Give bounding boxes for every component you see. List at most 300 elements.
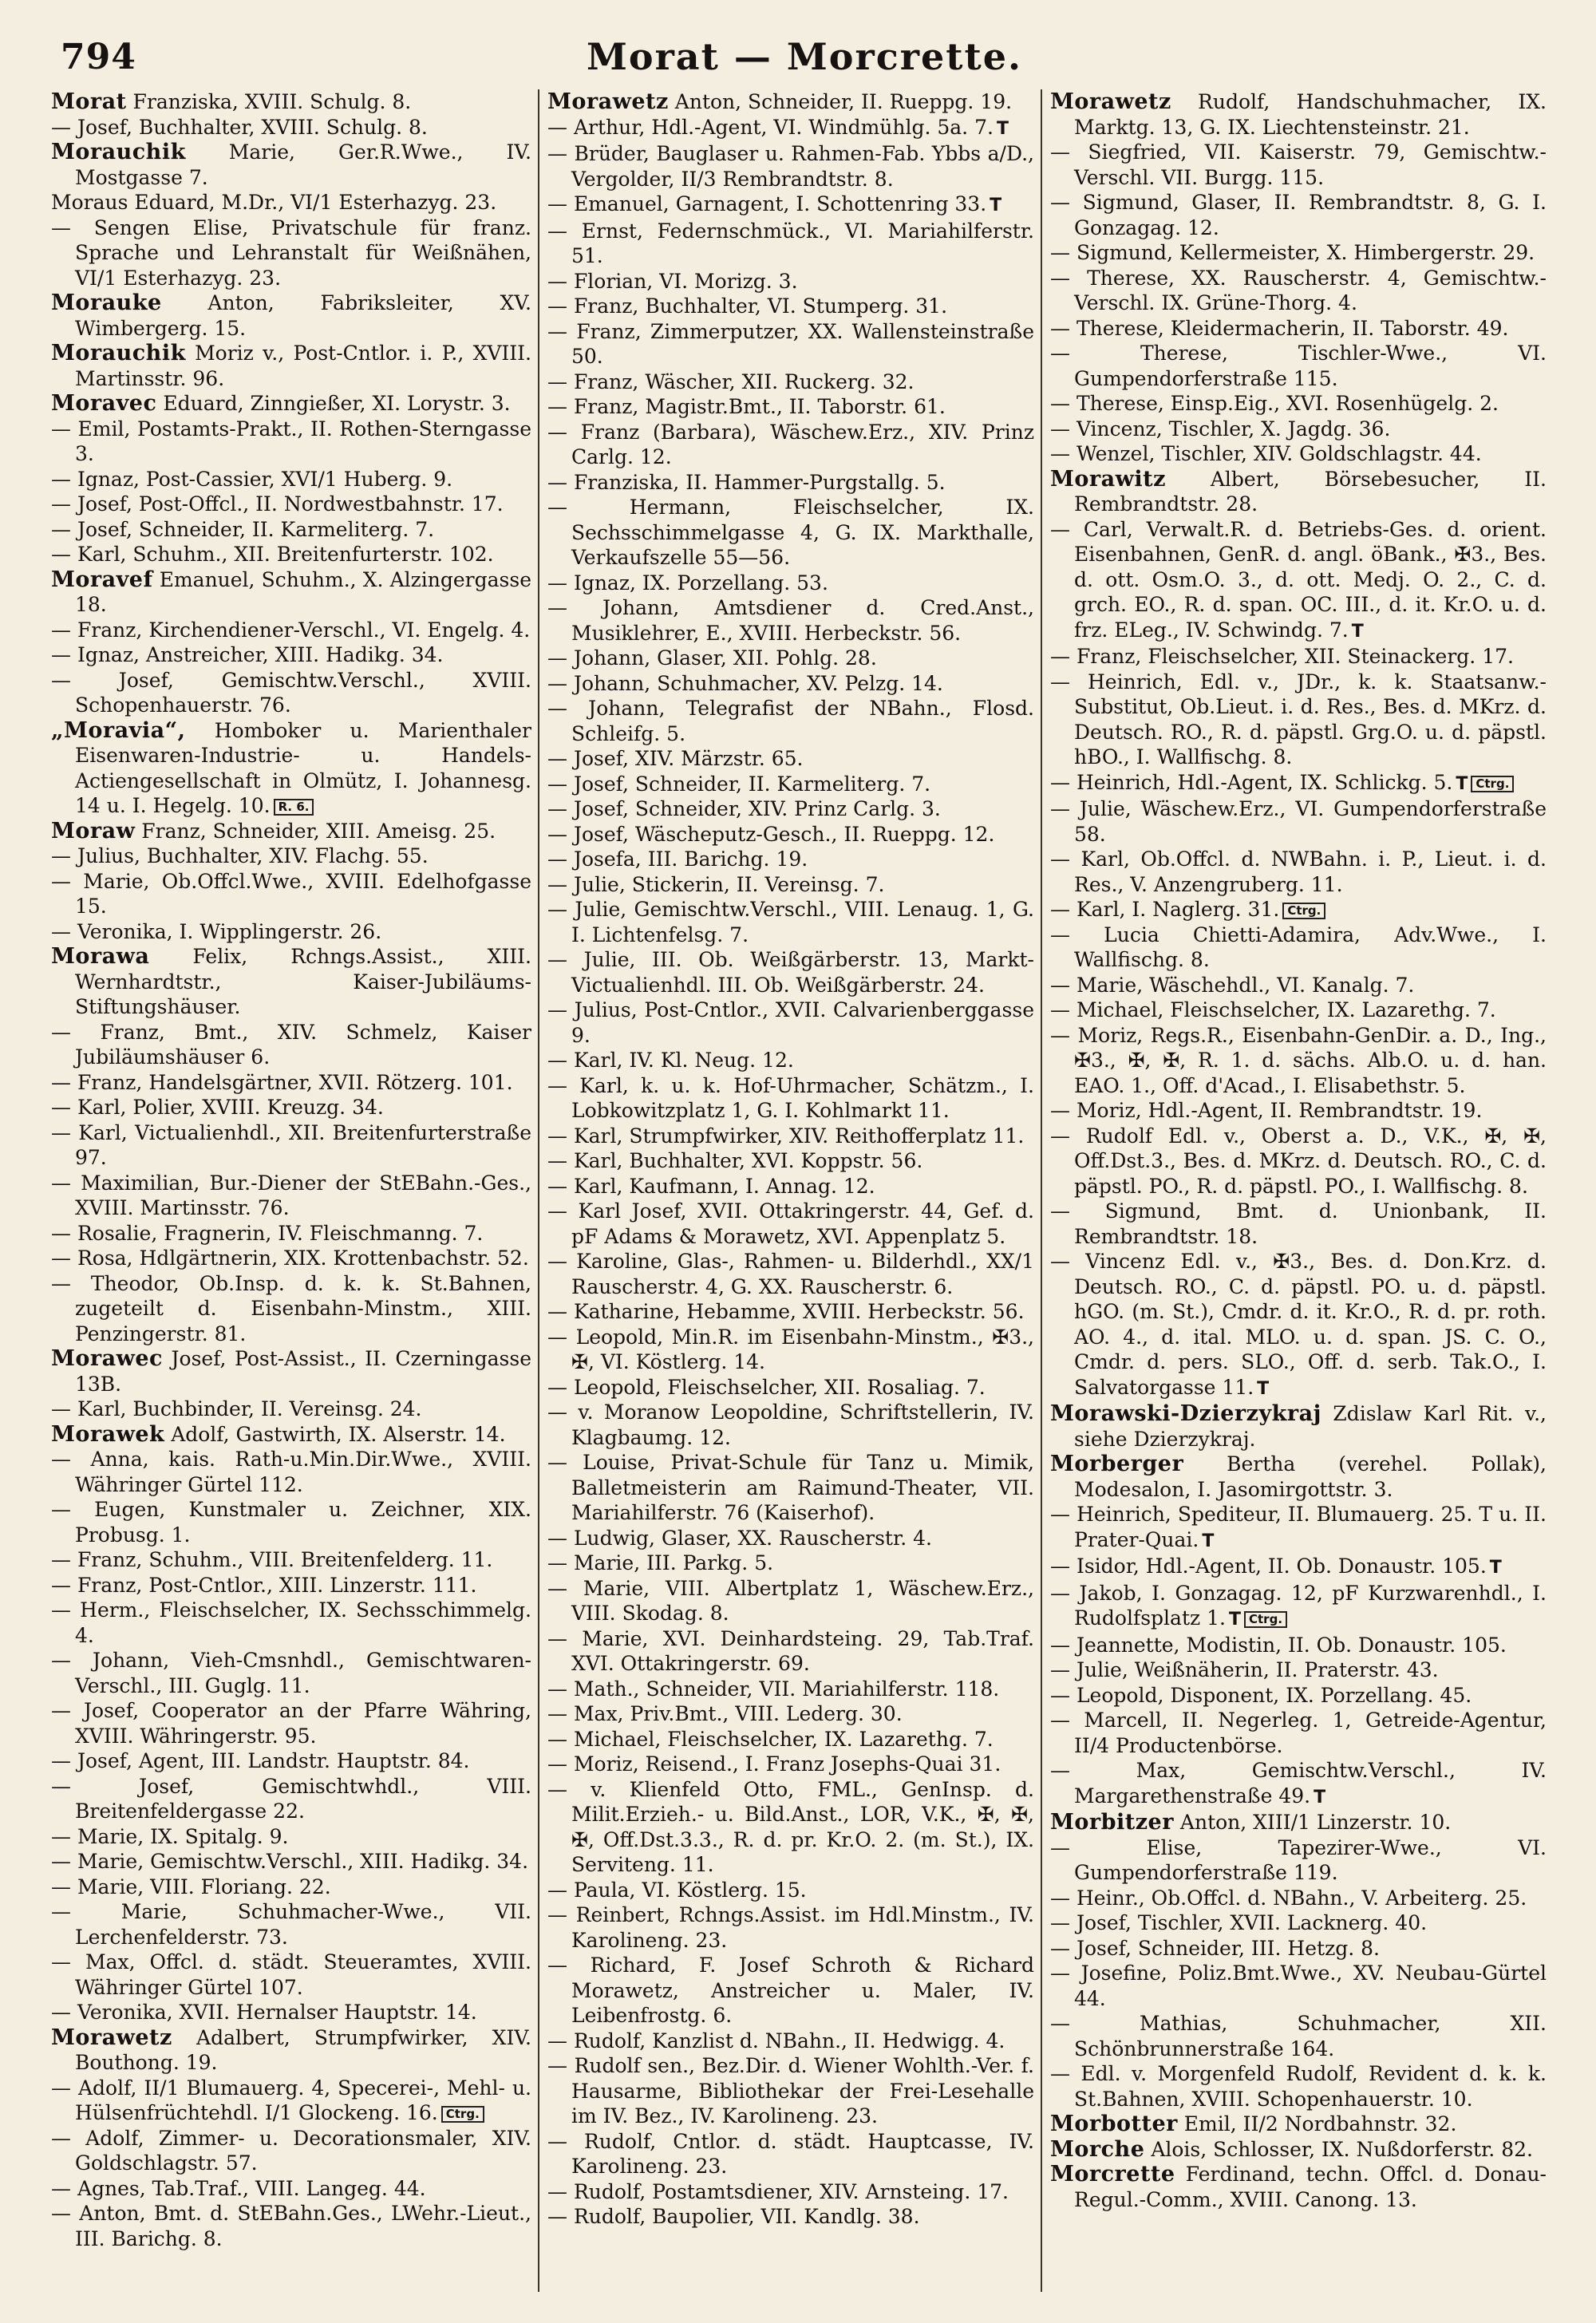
directory-entry: [1050, 770, 1547, 797]
telephone-mark: T: [990, 196, 1002, 215]
entry-text: — Sigmund, Kellermeister, X. Himbergerstr. 29.: [1050, 241, 1535, 264]
entry-text: Emil, II/2 Nordbahnstr. 32.: [1177, 2112, 1457, 2135]
directory-column-3: [1050, 89, 1547, 2300]
directory-entry: [1050, 847, 1547, 897]
entry-text: — Julie, Gemischtw.Verschl., VIII. Lenaug. 1, G. I. Lichtenfelsg. 7.: [547, 898, 1034, 946]
entry-text: — Marie, IX. Spitalg. 9.: [51, 1824, 289, 1848]
entry-text: — Karl, Buchhalter, XVI. Koppstr. 56.: [547, 1149, 923, 1172]
directory-entry: [51, 1246, 531, 1271]
directory-entry: [51, 115, 531, 140]
directory-entry: [1050, 1633, 1547, 1658]
entry-surname: Moravec: [51, 391, 157, 416]
entry-text: — Adolf, II/1 Blumauerg. 4, Specerei-, Mehl- u. Hülsenfrüchtehdl. I/1 Glockeng. 16.: [51, 2076, 531, 2124]
directory-entry: [547, 470, 1034, 496]
entry-text: — Franz, Buchhalter, VI. Stumperg. 31.: [547, 294, 948, 318]
entry-text: — Richard, F. Josef Schroth & Richard Morawetz, Anstreicher u. Maler, IV. Leibenfrostg. 6.: [547, 1954, 1034, 2027]
directory-entry: [1050, 266, 1547, 316]
directory-entry: [51, 492, 531, 517]
entry-text: — Brüder, Bauglaser u. Rahmen-Fab. Ybbs a/D., Vergolder, II/3 Rembrandtstr. 8.: [547, 142, 1034, 191]
directory-entry: [1050, 467, 1547, 517]
entry-badge: Ctrg.: [1282, 903, 1325, 919]
entry-text: — Marcell, II. Negerleg. 1, Getreide-Agentur, II/4 Productenbörse.: [1050, 1709, 1547, 1757]
directory-entry: [51, 1748, 531, 1774]
entry-badge: Ctrg.: [1244, 1611, 1287, 1628]
entry-text: Homboker u. Marienthaler Eisenwaren-Industrie- u. Handels-Actiengesellschaft in Olmütz, I. Johannesg. 14 u. I. Hegelg. 10.: [75, 718, 531, 817]
entry-text: — Jeannette, Modistin, II. Ob. Donaustr. 105.: [1050, 1633, 1507, 1657]
directory-entry: [547, 847, 1034, 872]
directory-entry: [547, 2029, 1034, 2054]
directory-entry: [547, 1701, 1034, 1727]
entry-badge: Ctrg.: [441, 2106, 484, 2123]
directory-entry: [547, 671, 1034, 697]
directory-entry: [51, 1824, 531, 1850]
directory-entry: [547, 746, 1034, 772]
directory-entry: [51, 1899, 531, 1950]
page-header: [54, 26, 1555, 81]
entry-text: — Math., Schneider, VII. Mariahilferstr. 118.: [547, 1677, 1000, 1701]
directory-entry: [1050, 1502, 1547, 1554]
entry-text: — Josef, Schneider, II. Karmeliterg. 7.: [51, 517, 435, 541]
directory-entry: [547, 420, 1034, 470]
directory-entry: [51, 919, 531, 945]
directory-entry: [51, 542, 531, 567]
directory-entry: [1050, 1401, 1547, 1452]
entry-text: — Michael, Fleischselcher, IX. Lazarethg. 7.: [1050, 998, 1496, 1021]
directory-entry: [1050, 796, 1547, 847]
entry-surname: „Moravia“,: [51, 717, 186, 743]
directory-entry: [547, 495, 1034, 571]
directory-entry: [1050, 973, 1547, 998]
entry-text: — Maximilian, Bur.-Diener der StEBahn.-Ges., XVIII. Martinsstr. 76.: [51, 1171, 531, 1219]
entry-text: — Vincenz, Tischler, X. Jagdg. 36.: [1050, 417, 1391, 441]
entry-text: — Josef, Schneider, III. Hetzg. 8.: [1050, 1936, 1381, 1960]
directory-entry: [547, 2053, 1034, 2129]
directory-entry: [547, 646, 1034, 671]
directory-column-1: [51, 89, 531, 2300]
entry-text: Alois, Schlosser, IX. Nußdorferstr. 82.: [1144, 2137, 1533, 2161]
running-head: Morat — Morcrette.: [586, 35, 1023, 78]
entry-text: — Veronika, I. Wipplingerstr. 26.: [51, 919, 382, 943]
directory-entry: [547, 1249, 1034, 1299]
entry-text: — Franz, Wäscher, XII. Ruckerg. 32.: [547, 369, 915, 393]
directory-entry: [51, 843, 531, 869]
directory-entry: [51, 1346, 531, 1397]
directory-entry: [547, 1902, 1034, 1953]
directory-entry: [547, 772, 1034, 797]
entry-text: Anton, Schneider, II. Rueppg. 19.: [668, 90, 1013, 113]
telephone-mark: T: [1456, 773, 1468, 794]
directory-entry: [547, 571, 1034, 596]
column-rule: [538, 89, 539, 2292]
entry-text: Albert, Börsebesucher, II. Rembrandtstr. 28.: [1074, 467, 1547, 516]
entry-surname: Morauchik: [51, 341, 186, 365]
entry-badge: R. 6.: [274, 799, 314, 816]
entry-text: Zdislaw Karl Rit. v., siehe Dzierzykraj.: [1074, 1402, 1547, 1451]
directory-entry: [547, 998, 1034, 1048]
entry-text: — Johann, Schuhmacher, XV. Pelzg. 14.: [547, 671, 943, 695]
entry-text: — Max, Priv.Bmt., VIII. Lederg. 30.: [547, 1702, 903, 1725]
entry-text: Anton, Fabriksleiter, XV. Wimbergerg. 15.: [75, 291, 531, 340]
entry-text: — Reinbert, Rchngs.Assist. im Hdl.Minstm., IV. Karolineng. 23.: [547, 1903, 1034, 1952]
directory-entry: [547, 1677, 1034, 1702]
directory-entry: [51, 1271, 531, 1347]
entry-text: — Karl, Kaufmann, I. Annag. 12.: [547, 1174, 875, 1198]
entry-text: — Emil, Postamts-Prakt., II. Rothen-Sterngasse 3.: [51, 417, 531, 465]
directory-entry: [547, 1953, 1034, 2029]
entry-text: — Rudolf Edl. v., Oberst a. D., V.K., ✠, ✠, Off.Dst.3., Bes. d. MKrz. d. Deutsch. RO., C. d. päpstl. PO., R. d. päpstl. PO., I. Wallfischg. 8.: [1050, 1124, 1547, 1198]
entry-text: — Florian, VI. Morizg. 3.: [547, 269, 798, 293]
entry-text: — Anton, Bmt. d. StEBahn.Ges., LWehr.-Lieut., III. Barichg. 8.: [51, 2202, 531, 2250]
entry-text: — Josefa, III. Barichg. 19.: [547, 847, 808, 871]
entry-surname: Morawetz: [51, 2025, 172, 2050]
directory-entry: [1050, 1023, 1547, 1099]
directory-entry: [51, 1950, 531, 2000]
directory-entry: [51, 642, 531, 668]
entry-text: — Heinrich, Hdl.-Agent, IX. Schlickg. 5.: [1050, 770, 1453, 794]
directory-entry: [1050, 922, 1547, 973]
directory-entry: [547, 319, 1034, 369]
entry-text: — Agnes, Tab.Traf., VIII. Langeg. 44.: [51, 2176, 426, 2200]
entry-text: — v. Klienfeld Otto, FML., GenInsp. d. Milit.Erzieh.- u. Bild.Anst., LOR, V.K., ✠, ✠, ✠, Off.Dst.3.3., R. d. pr. Kr.O. 2. (m. St.), IX. Serviteng. 11.: [547, 1777, 1034, 1876]
entry-text: — Julie, III. Ob. Weißgärberstr. 13, Markt-Victualienhdl. III. Ob. Weißgärberstr. 24.: [547, 948, 1034, 997]
directory-entry: [1050, 1835, 1547, 1886]
entry-text: Ferdinand, techn. Offcl. d. Donau-Regul.-Comm., XVIII. Canong. 13.: [1074, 2163, 1547, 2211]
entry-text: — Franziska, II. Hammer-Purgstallg. 5.: [547, 470, 946, 494]
directory-entry: [51, 944, 531, 1020]
entry-text: — Elise, Tapezirer-Wwe., VI. Gumpendorferstraße 119.: [1050, 1835, 1547, 1884]
directory-entry: [547, 1626, 1034, 1677]
entry-text: — Heinrich, Edl. v., JDr., k. k. Staatsanw.-Substitut, Ob.Lieut. i. d. Res., Bes. d. MKrz. d. Deutsch. RO., R. d. päpstl. Grg.O. u. d. päpstl. hBO., I. Wallfischg. 8.: [1050, 670, 1547, 768]
directory-entry: [51, 1397, 531, 1422]
directory-entry: [51, 2076, 531, 2126]
entry-text: — Jakob, I. Gonzagag. 12, pF Kurzwarenhdl., I. Rudolfsplatz 1.: [1050, 1581, 1547, 1630]
entry-text: — Therese, XX. Rauscherstr. 4, Gemischtw.-Verschl. IX. Grüne-Thorg. 4.: [1050, 266, 1547, 314]
telephone-mark: T: [1489, 1558, 1502, 1578]
entry-text: — Karl, I. Naglerg. 31.: [1050, 898, 1280, 921]
directory-entry: [547, 1727, 1034, 1752]
entry-text: — Johann, Vieh-Cmsnhdl., Gemischtwaren-Verschl., III. Guglg. 11.: [51, 1649, 531, 1697]
directory-entry: [547, 897, 1034, 947]
directory-entry: [51, 2025, 531, 2076]
directory-entry: [1050, 441, 1547, 467]
entry-text: — Veronika, XVII. Hernalser Hauptstr. 14.: [51, 2001, 477, 2024]
directory-entry: [51, 417, 531, 467]
entry-text: — Max, Gemischtw.Verschl., IV. Margarethenstraße 49.: [1050, 1759, 1547, 1807]
telephone-mark: T: [1351, 621, 1364, 642]
directory-entry: [1050, 897, 1547, 922]
entry-text: — Marie, Schuhmacher-Wwe., VII. Lerchenfelderstr. 73.: [51, 1900, 531, 1949]
entry-text: — Josef, Buchhalter, XVIII. Schulg. 8.: [51, 115, 428, 139]
entry-text: — Moriz, Hdl.-Agent, II. Rembrandtstr. 19.: [1050, 1099, 1483, 1122]
entry-text: — Moriz, Reisend., I. Franz Josephs-Quai 31.: [547, 1752, 1001, 1776]
directory-entry: [1050, 1886, 1547, 1911]
entry-surname: Morauke: [51, 290, 162, 315]
entry-text: — Carl, Verwalt.R. d. Betriebs-Ges. d. orient. Eisenbahnen, GenR. d. angl. öBank., ✠3., Bes. d. ott. Osm.O. 3., d. ott. Medj. O. 2., C. d. grch. EO., R. d. span. OC. III., d. it. Kr.O. u. d. frz. ELeg., IV. Schwindg. 7.: [1050, 517, 1547, 642]
entry-text: Anton, XIII/1 Linzerstr. 10.: [1173, 1811, 1452, 1834]
directory-entry: [547, 796, 1034, 822]
entry-text: Felix, Rchngs.Assist., XIII. Wernhardtstr., Kaiser-Jubiläums-Stiftungshäuser.: [75, 945, 531, 1018]
entry-text: — Franz, Post-Cntlor., XIII. Linzerstr. 111.: [51, 1573, 477, 1597]
directory-entry: [51, 567, 531, 618]
directory-entry: [1050, 1452, 1547, 1502]
directory-entry: [547, 1450, 1034, 1526]
entry-text: — Adolf, Zimmer- u. Decorationsmaler, XIV. Goldschlagstr. 57.: [51, 2126, 531, 2175]
entry-text: — Karl, Strumpfwirker, XIV. Reithofferplatz 11.: [547, 1124, 1025, 1148]
entry-text: — Karl, Polier, XVIII. Kreuzg. 34.: [51, 1096, 384, 1119]
entry-text: — Rudolf, Baupolier, VII. Kandlg. 38.: [547, 2205, 920, 2228]
entry-surname: Morche: [1050, 2136, 1145, 2162]
directory-entry: [51, 140, 531, 190]
directory-entry: [51, 215, 531, 291]
entry-text: — Franz (Barbara), Wäschew.Erz., XIV. Prinz Carlg. 12.: [547, 420, 1034, 468]
entry-text: — Rudolf sen., Bez.Dir. d. Wiener Wohlth.-Ver. f. Hausarme, Bibliothekar der Frei-Lesehalle im IV. Bez., IV. Karolineng. 23.: [547, 2054, 1034, 2127]
entry-text: — Karl, Buchbinder, II. Vereinsg. 24.: [51, 1397, 422, 1420]
entry-text: — Heinr., Ob.Offcl. d. NBahn., V. Arbeiterg. 25.: [1050, 1886, 1527, 1910]
directory-entry: [1050, 1936, 1547, 1962]
directory-entry: [547, 1878, 1034, 1903]
entry-text: — Josef, Post-Offcl., II. Nordwestbahnstr. 17.: [51, 492, 504, 516]
entry-text: Adalbert, Strumpfwirker, XIV. Bouthong. 19.: [75, 2025, 531, 2074]
directory-entry: [51, 1221, 531, 1246]
directory-entry: [51, 190, 531, 215]
directory-entry: [51, 341, 531, 391]
directory-entry: [51, 89, 531, 115]
directory-entry: [1050, 2162, 1547, 2212]
directory-entry: [51, 1774, 531, 1824]
directory-entry: [547, 1048, 1034, 1073]
directory-entry: [51, 819, 531, 844]
directory-entry: [51, 1120, 531, 1171]
directory-entry: [547, 1777, 1034, 1878]
directory-entry: [547, 394, 1034, 420]
directory-entry: [547, 696, 1034, 746]
directory-entry: [547, 1325, 1034, 1375]
directory-entry: [547, 1148, 1034, 1174]
directory-entry: [1050, 341, 1547, 391]
directory-entry: [547, 1299, 1034, 1325]
entry-text: — Eugen, Kunstmaler u. Zeichner, XIX. Probusg. 1.: [51, 1498, 531, 1547]
directory-entry: [1050, 517, 1547, 645]
entry-surname: Moraw: [51, 818, 136, 843]
entry-text: — Marie, Gemischtw.Verschl., XIII. Hadikg. 34.: [51, 1850, 529, 1873]
entry-text: — Ludwig, Glaser, XX. Rauscherstr. 4.: [547, 1526, 932, 1550]
directory-entry: [51, 2000, 531, 2025]
entry-text: — Louise, Privat-Schule für Tanz u. Mimik, Balletmeisterin am Raimund-Theater, VII. Mariahilferstr. 76 (Kaiserhof).: [547, 1451, 1034, 1524]
entry-text: — Josef, Gemischtwhdl., VIII. Breitenfeldergasse 22.: [51, 1774, 531, 1823]
entry-text: — Julie, Wäschew.Erz., VI. Gumpendorferstraße 58.: [1050, 797, 1547, 846]
entry-text: Bertha (verehel. Pollak), Modesalon, I. Jasomirgottstr. 3.: [1074, 1452, 1547, 1501]
entry-text: — Marie, Wäschehdl., VI. Kanalg. 7.: [1050, 973, 1415, 997]
entry-text: — Edl. v. Morgenfeld Rudolf, Revident d. k. k. St.Bahnen, XVIII. Schopenhauerstr. 10.: [1050, 2062, 1547, 2111]
directory-entry: [547, 1124, 1034, 1149]
directory-entry: [1050, 2011, 1547, 2061]
entry-surname: Morbitzer: [1050, 1810, 1174, 1835]
entry-text: — Franz, Magistr.Bmt., II. Taborstr. 61.: [547, 395, 946, 418]
entry-text: Emanuel, Schuhm., X. Alzingergasse 18.: [75, 567, 531, 616]
directory-entry: [51, 467, 531, 492]
entry-text: — Therese, Kleidermacherin, II. Taborstr. 49.: [1050, 316, 1509, 340]
directory-entry: [51, 1095, 531, 1120]
entry-text: — Rosa, Hdlgärtnerin, XIX. Krottenbachstr. 52.: [51, 1246, 529, 1270]
entry-text: Franziska, XVIII. Schulg. 8.: [126, 90, 412, 113]
directory-entry: [51, 2176, 531, 2202]
directory-entry: [51, 1648, 531, 1698]
directory-entry: [1050, 1124, 1547, 1199]
entry-text: — Emanuel, Garnagent, I. Schottenring 33.: [547, 192, 987, 215]
directory-entry: [51, 718, 531, 819]
directory-entry: [547, 1400, 1034, 1450]
directory-entry: [547, 1526, 1034, 1551]
entry-text: — Katharine, Hebamme, XVIII. Herbeckstr. 56.: [547, 1300, 1025, 1323]
entry-text: — Rudolf, Postamtsdiener, XIV. Arnsteing. 17.: [547, 2179, 1009, 2203]
directory-entry: [1050, 1758, 1547, 1810]
entry-text: Moriz v., Post-Cntlor. i. P., XVIII. Martinsstr. 96.: [75, 342, 531, 390]
entry-text: — Wenzel, Tischler, XIV. Goldschlagstr. 44.: [1050, 442, 1482, 465]
entry-text: — Julie, Weißnäherin, II. Praterstr. 43.: [1050, 1658, 1439, 1681]
entry-surname: Morauchik: [51, 140, 186, 164]
entry-surname: Morawec: [51, 1346, 163, 1371]
directory-entry: [1050, 1581, 1547, 1633]
directory-entry: [1050, 2137, 1547, 2163]
directory-entry: [547, 2129, 1034, 2179]
entry-text: — Johann, Glaser, XII. Pohlg. 28.: [547, 646, 877, 670]
entry-text: Rudolf, Handschuhmacher, IX. Marktg. 13, G. IX. Liechtensteinstr. 21.: [1074, 90, 1547, 139]
directory-entry: [1050, 1961, 1547, 2011]
entry-text: — Franz, Handelsgärtner, XVII. Rötzerg. 101.: [51, 1070, 513, 1094]
entry-surname: Morcrette: [1050, 2162, 1175, 2187]
entry-text: — Marie, Ob.Offcl.Wwe., XVIII. Edelhofgasse 15.: [51, 869, 531, 918]
directory-entry: [547, 1073, 1034, 1124]
directory-entry: [1050, 1098, 1547, 1124]
entry-text: — Karl, Schuhm., XII. Breitenfurterstr. 102.: [51, 543, 494, 566]
entry-text: — v. Moranow Leopoldine, Schriftstellerin, IV. Klagbaumg. 12.: [547, 1401, 1034, 1449]
directory-entry: [51, 1070, 531, 1096]
directory-entry: [1050, 391, 1547, 417]
telephone-mark: T: [996, 118, 1009, 139]
entry-text: — Josef, Schneider, XIV. Prinz Carlg. 3.: [547, 797, 941, 820]
entry-text: — Julius, Buchhalter, XIV. Flachg. 55.: [51, 844, 429, 867]
entry-text: — Ernst, Federnschmück., VI. Mariahilferstr. 51.: [547, 219, 1034, 267]
entry-text: — Marie, III. Parkg. 5.: [547, 1551, 774, 1574]
entry-surname: Morawek: [51, 1421, 165, 1447]
directory-entry: [51, 391, 531, 417]
directory-entry: [51, 2201, 531, 2251]
directory-entry: [51, 1875, 531, 1900]
directory-entry: [51, 1573, 531, 1598]
directory-entry: [1050, 1657, 1547, 1683]
entry-text: — Leopold, Fleischselcher, XII. Rosaliag. 7.: [547, 1375, 986, 1399]
directory-entry: [1050, 2061, 1547, 2112]
column-rule: [1041, 89, 1042, 2292]
entry-text: — Isidor, Hdl.-Agent, II. Ob. Donaustr. 105.: [1050, 1555, 1487, 1578]
entry-text: — Rudolf, Cntlor. d. städt. Hauptcasse, IV. Karolineng. 23.: [547, 2129, 1034, 2178]
directory-entry: [1050, 1683, 1547, 1709]
entry-text: Eduard, Zinngießer, XI. Lorystr. 3.: [156, 392, 511, 415]
directory-entry: [51, 1422, 531, 1448]
entry-text: — Rudolf, Kanzlist d. NBahn., II. Hedwigg. 4.: [547, 2029, 1005, 2052]
directory-column-2: [547, 89, 1034, 2300]
entry-text: — Franz, Fleischselcher, XII. Steinackerg. 17.: [1050, 645, 1514, 668]
entry-text: — Julius, Post-Cntlor., XVII. Calvarienberggasse 9.: [547, 998, 1034, 1047]
directory-entry: [1050, 1199, 1547, 1249]
entry-text: — Moriz, Regs.R., Eisenbahn-GenDir. a. D., Ing., ✠3., ✠, ✠, R. 1. d. sächs. Alb.O. u. d. han. EAO. 1., Off. d'Acad., I. Elisabethstr. 5.: [1050, 1023, 1547, 1097]
entry-badge: Ctrg.: [1471, 776, 1514, 792]
directory-entry: [1050, 1910, 1547, 1936]
directory-entry: [51, 1020, 531, 1070]
directory-entry: [1050, 240, 1547, 266]
directory-entry: [547, 219, 1034, 269]
entry-surname: Morberger: [1050, 1452, 1184, 1476]
entry-surname: Morawa: [51, 944, 150, 969]
entry-text: — Marie, VIII. Floriang. 22.: [51, 1875, 331, 1898]
entry-text: — Arthur, Hdl.-Agent, VI. Windmühlg. 5a. 7.: [547, 115, 994, 139]
directory-entry: [547, 269, 1034, 294]
directory-entry: [51, 618, 531, 643]
entry-text: — Sigmund, Glaser, II. Rembrandtstr. 8, G. I. Gonzagag. 12.: [1050, 191, 1547, 239]
directory-entry: [547, 141, 1034, 192]
entry-text: — Marie, VIII. Albertplatz 1, Wäschew.Erz., VIII. Skodag. 8.: [547, 1576, 1034, 1625]
directory-entry: [547, 1551, 1034, 1576]
entry-text: — Sigmund, Bmt. d. Unionbank, II. Rembrandtstr. 18.: [1050, 1199, 1547, 1248]
entry-text: Moraus Eduard, M.Dr., VI/1 Esterhazyg. 23.: [51, 191, 497, 214]
entry-surname: Morbotter: [1050, 2112, 1178, 2136]
directory-entry: [1050, 1708, 1547, 1758]
entry-surname: Morawetz: [547, 89, 669, 114]
directory-entry: [51, 1698, 531, 1748]
entry-surname: Morat: [51, 89, 127, 114]
entry-text: — Marie, XVI. Deinhardsteing. 29, Tab.Traf. XVI. Ottakringerstr. 69.: [547, 1626, 1034, 1675]
directory-entry: [547, 89, 1034, 115]
directory-entry: [51, 290, 531, 341]
directory-entry: [1050, 998, 1547, 1023]
entry-text: — Josef, Tischler, XVII. Lacknerg. 40.: [1050, 1911, 1428, 1934]
directory-entry: [547, 1576, 1034, 1626]
directory-entry: [51, 869, 531, 919]
entry-text: — Karl, k. u. k. Hof-Uhrmacher, Schätzm., I. Lobkowitzplatz 1, G. I. Kohlmarkt 11.: [547, 1073, 1034, 1122]
entry-text: — Josef, XIV. Märzstr. 65.: [547, 747, 804, 770]
directory-entry: [547, 294, 1034, 319]
directory-entry: [1050, 1249, 1547, 1401]
entry-text: — Michael, Fleischselcher, IX. Lazarethg. 7.: [547, 1727, 994, 1751]
directory-entry: [51, 2126, 531, 2176]
directory-entry: [547, 1174, 1034, 1199]
directory-entry: [1050, 2112, 1547, 2137]
directory-entry: [547, 369, 1034, 395]
directory-entry: [1050, 644, 1547, 670]
entry-text: — Karl, Victualienhdl., XII. Breitenfurterstraße 97.: [51, 1120, 531, 1169]
directory-entry: [547, 872, 1034, 898]
entry-text: — Lucia Chietti-Adamira, Adv.Wwe., I. Wallfischg. 8.: [1050, 922, 1547, 971]
entry-text: — Heinrich, Spediteur, II. Blumauerg. 25. T u. II. Prater-Quai.: [1050, 1503, 1547, 1551]
entry-text: — Franz, Zimmerputzer, XX. Wallensteinstraße 50.: [547, 319, 1034, 368]
telephone-mark: T: [1202, 1531, 1215, 1551]
entry-text: — Rosalie, Fragnerin, IV. Fleischmanng. 7.: [51, 1221, 484, 1245]
entry-text: — Josef, Cooperator an der Pfarre Währing, XVIII. Währingerstr. 95.: [51, 1699, 531, 1748]
directory-entry: [547, 1375, 1034, 1401]
directory-entry: [1050, 1810, 1547, 1835]
directory-entry: [547, 192, 1034, 219]
directory-entry: [51, 1447, 531, 1497]
directory-entry: [547, 115, 1034, 142]
directory-entry: [51, 1849, 531, 1875]
entry-text: — Josef, Gemischtw.Verschl., XVIII. Schopenhauerstr. 76.: [51, 668, 531, 717]
directory-entry: [1050, 670, 1547, 770]
entry-text: — Vincenz Edl. v., ✠3., Bes. d. Don.Krz. d. Deutsch. RO., C. d. päpstl. PO. u. d. päpstl. hGO. (m. St.), Cmdr. d. it. Kr.O., R. d. pr. roth. AO. 4., d. ital. MLO. u. d. span. JS. C. O., Cmdr. d. pers. SLO., Off. d. serb. Tak.O., I. Salvatorgasse 11.: [1050, 1250, 1547, 1399]
entry-text: — Paula, VI. Köstlerg. 15.: [547, 1878, 807, 1902]
directory-entry: [51, 1171, 531, 1221]
entry-text: — Therese, Tischler-Wwe., VI. Gumpendorferstraße 115.: [1050, 342, 1547, 390]
telephone-mark: T: [1257, 1378, 1270, 1399]
